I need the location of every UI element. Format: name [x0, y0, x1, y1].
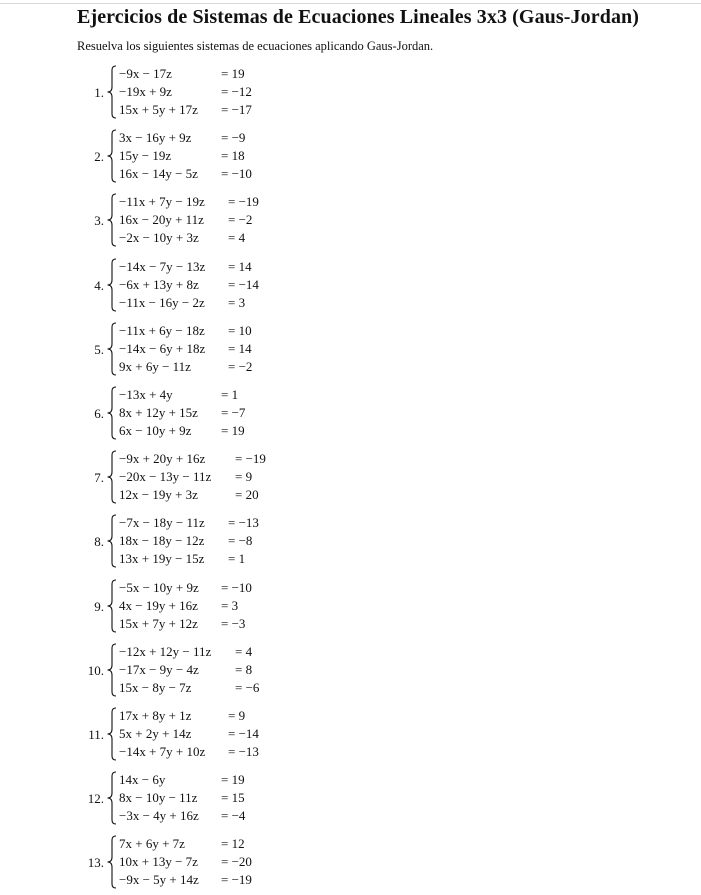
equation-rhs: = −4 [221, 808, 246, 824]
equation-lhs: −7x − 18y − 11z [119, 515, 205, 531]
equation-rhs: = 4 [228, 230, 246, 246]
equation-rhs: = −13 [228, 515, 259, 531]
exercise-number: 13. [87, 855, 104, 871]
equation-lhs: 16x − 14y − 5z [119, 166, 198, 182]
equation-rhs: = 9 [228, 708, 246, 723]
equation-lhs: −3x − 4y + 16z [119, 808, 199, 824]
equation-rhs: = 14 [228, 258, 252, 274]
equation-rhs: = −2 [228, 358, 253, 374]
exercise-number: 9. [94, 598, 104, 614]
equation-lhs: 12x − 19y + 3z [119, 487, 198, 503]
equation-lhs: 7x + 6y + 7z [119, 836, 185, 852]
exercise-number: 1. [94, 85, 104, 100]
exercise-number: 3. [94, 213, 104, 229]
equation-lhs: −14x + 7y + 10z [119, 744, 206, 759]
equation-lhs: 5x + 2y + 14z [119, 726, 192, 741]
exercise-number: 8. [94, 534, 104, 550]
left-brace [106, 193, 118, 247]
equation-rhs: = −20 [221, 854, 252, 870]
left-brace [106, 771, 118, 825]
exercise-5 [0, 322, 701, 382]
equation-rhs: = 10 [228, 322, 252, 338]
equation-lhs: −19x + 9z [119, 84, 172, 99]
equation-lhs: −12x + 12y − 11z [119, 643, 212, 659]
exercise-12 [0, 771, 701, 831]
equation-rhs: = −14 [228, 276, 259, 292]
equation-lhs: −14x − 6y + 18z [119, 340, 206, 356]
exercise-6 [0, 386, 701, 446]
equation-rhs: = −8 [228, 533, 253, 549]
equation-rhs: = 1 [228, 551, 246, 567]
equation-lhs: 17x + 8y + 1z [119, 708, 192, 723]
equation-rhs: = 18 [221, 148, 245, 164]
equation-rhs: = −9 [221, 130, 246, 146]
equation-lhs: −11x − 16y − 2z [119, 294, 205, 310]
equation-lhs: −17x − 9y − 4z [119, 661, 199, 677]
equation-lhs: 15x + 5y + 17z [119, 102, 198, 117]
left-brace [106, 450, 118, 504]
equation-rhs: = 19 [221, 423, 245, 438]
equation-lhs: 16x − 20y + 11z [119, 212, 204, 228]
equation-lhs: 15x − 8y − 7z [119, 679, 192, 695]
equation-rhs: = 14 [228, 340, 252, 356]
equation-rhs: = 3 [228, 294, 246, 310]
left-brace [106, 835, 118, 889]
exercise-4 [0, 258, 701, 318]
equation-rhs: = 8 [235, 661, 253, 677]
equation-lhs: −11x + 7y − 19z [119, 194, 205, 210]
equation-lhs: 3x − 16y + 9z [119, 130, 192, 146]
exercise-13 [0, 835, 701, 895]
exercise-number: 10. [87, 662, 104, 678]
left-brace [106, 258, 118, 312]
exercise-number: 2. [94, 149, 104, 165]
equation-rhs: = 3 [221, 597, 239, 613]
equation-lhs: −9x − 5y + 14z [119, 872, 199, 888]
equation-lhs: 9x + 6y − 11z [119, 358, 191, 374]
equation-lhs: −13x + 4y [119, 387, 173, 402]
exercise-number: 7. [94, 470, 104, 486]
left-brace [106, 707, 118, 761]
equation-lhs: −11x + 6y − 18z [119, 322, 205, 338]
exercise-2 [0, 129, 701, 189]
exercise-10 [0, 643, 701, 703]
equation-lhs: 8x − 10y − 11z [119, 790, 198, 806]
page-title: Ejercicios de Sistemas de Ecuaciones Lineales 3x3 (Gaus-Jordan) [77, 6, 640, 28]
exercise-number: 4. [94, 277, 104, 293]
equation-rhs: = −13 [228, 744, 259, 759]
instructions: Resuelva los siguientes sistemas de ecuaciones aplicando Gaus-Jordan. [77, 39, 434, 53]
equation-rhs: = 9 [235, 469, 253, 485]
equation-rhs: = −19 [221, 872, 252, 888]
equation-rhs: = −17 [221, 102, 252, 117]
equation-rhs: = −2 [228, 212, 253, 228]
left-brace [106, 643, 118, 697]
left-brace [106, 514, 118, 568]
equation-rhs: = 1 [221, 387, 239, 402]
equation-lhs: 4x − 19y + 16z [119, 597, 198, 613]
equation-rhs: = −6 [235, 679, 260, 695]
exercise-1 [0, 65, 701, 125]
equation-rhs: = −12 [221, 84, 252, 99]
equation-lhs: 18x − 18y − 12z [119, 533, 205, 549]
equation-rhs: = 20 [235, 487, 259, 503]
equation-lhs: 6x − 10y + 9z [119, 423, 192, 438]
equation-rhs: = −3 [221, 615, 246, 631]
equation-rhs: = 19 [221, 66, 245, 81]
equation-rhs: = −19 [228, 194, 259, 210]
exercise-number: 5. [94, 341, 104, 357]
exercise-number: 12. [87, 791, 104, 807]
equation-lhs: −5x − 10y + 9z [119, 579, 199, 595]
top-rule [0, 3, 701, 4]
exercise-7 [0, 450, 701, 510]
exercise-8 [0, 514, 701, 574]
equation-rhs: = 15 [221, 790, 245, 806]
equation-lhs: 10x + 13y − 7z [119, 854, 198, 870]
equation-lhs: −6x + 13y + 8z [119, 276, 199, 292]
equation-rhs: = 19 [221, 772, 245, 788]
equation-rhs: = 4 [235, 643, 253, 659]
equation-lhs: 14x − 6y [119, 772, 166, 788]
equation-lhs: 13x + 19y − 15z [119, 551, 205, 567]
equation-rhs: = −10 [221, 166, 252, 182]
equation-lhs: −9x − 17z [119, 66, 172, 81]
equation-lhs: −2x − 10y + 3z [119, 230, 199, 246]
exercise-11 [0, 707, 701, 767]
equation-rhs: = 12 [221, 836, 245, 852]
equation-rhs: = −10 [221, 579, 252, 595]
exercise-3 [0, 193, 701, 253]
equation-lhs: −20x − 13y − 11z [119, 469, 212, 485]
equation-lhs: −9x + 20y + 16z [119, 451, 206, 467]
equation-rhs: = −19 [235, 451, 266, 467]
exercise-number: 6. [94, 406, 104, 421]
equation-lhs: 15y − 19z [119, 148, 172, 164]
left-brace [106, 322, 118, 376]
equation-rhs: = −7 [221, 405, 246, 420]
left-brace [106, 386, 118, 440]
equation-lhs: 8x + 12y + 15z [119, 405, 198, 420]
left-brace [106, 129, 118, 183]
equation-rhs: = −14 [228, 726, 259, 741]
left-brace [106, 65, 118, 119]
equation-lhs: 15x + 7y + 12z [119, 615, 198, 631]
left-brace [106, 579, 118, 633]
equation-lhs: −14x − 7y − 13z [119, 258, 206, 274]
exercise-9 [0, 579, 701, 639]
exercise-number: 11. [88, 727, 104, 742]
